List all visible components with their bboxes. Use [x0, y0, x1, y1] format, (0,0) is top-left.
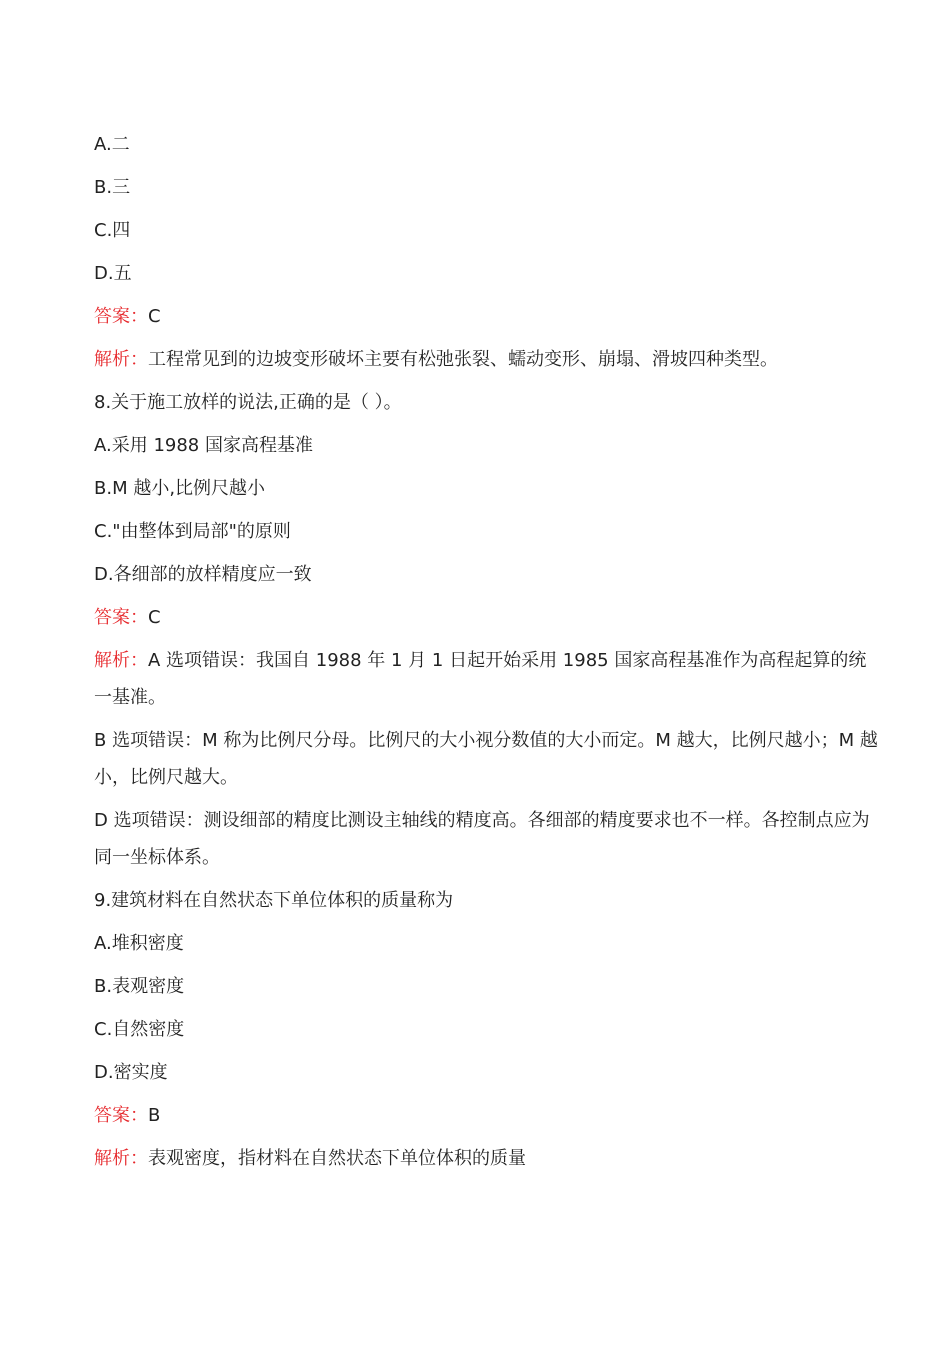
- answer-value: B: [148, 1105, 161, 1126]
- q7-answer: [94, 298, 880, 335]
- q8-analysis-d: D 选项错误：测设细部的精度比测设主轴线的精度高。各细部的精度要求也不一样。各控制点应为同一坐标体系。: [94, 810, 870, 868]
- q7-option-a: A.二: [94, 134, 130, 155]
- q9-analysis: [94, 1140, 880, 1177]
- analysis-text: A 选项错误：我国自 1988 年 1 月 1 日起开始采用 1985 国家高程基准作为高程起算的统一基准。: [94, 650, 867, 708]
- q8-question: 8.关于施工放样的说法,正确的是（ ）。: [94, 392, 402, 413]
- answer-value: C: [148, 306, 161, 327]
- analysis-text: 工程常见到的边坡变形破坏主要有松弛张裂、蠕动变形、崩塌、滑坡四种类型。: [148, 349, 778, 370]
- answer-label: 答案：: [94, 607, 148, 628]
- analysis-label: 解析：: [94, 650, 148, 671]
- q7-option-d: D.五: [94, 263, 132, 284]
- q9-option-d: D.密实度: [94, 1062, 168, 1083]
- q8-analysis: [94, 642, 880, 716]
- q9-question: 9.建筑材料在自然状态下单位体积的质量称为: [94, 890, 454, 911]
- answer-label: 答案：: [94, 306, 148, 327]
- answer-value: C: [148, 607, 161, 628]
- analysis-text: 表观密度，指材料在自然状态下单位体积的质量: [148, 1148, 526, 1169]
- q9-option-a: A.堆积密度: [94, 933, 184, 954]
- q9-answer: [94, 1097, 880, 1134]
- q9-option-c: C.自然密度: [94, 1019, 185, 1040]
- q8-analysis-b: B 选项错误：M 称为比例尺分母。比例尺的大小视分数值的大小而定。M 越大，比例尺越小；M 越小，比例尺越大。: [94, 730, 878, 788]
- answer-label: 答案：: [94, 1105, 148, 1126]
- q8-option-a: A.采用 1988 国家高程基准: [94, 435, 313, 456]
- analysis-label: 解析：: [94, 1148, 148, 1169]
- analysis-label: 解析：: [94, 349, 148, 370]
- q8-option-b: B.M 越小,比例尺越小: [94, 478, 266, 499]
- q9-option-b: B.表观密度: [94, 976, 185, 997]
- q7-analysis: [94, 341, 880, 378]
- q8-option-c: C."由整体到局部"的原则: [94, 521, 291, 542]
- q8-option-d: D.各细部的放样精度应一致: [94, 564, 312, 585]
- q8-answer: [94, 599, 880, 636]
- document-page: [94, 126, 880, 1183]
- q7-option-b: B.三: [94, 177, 131, 198]
- q7-option-c: C.四: [94, 220, 131, 241]
